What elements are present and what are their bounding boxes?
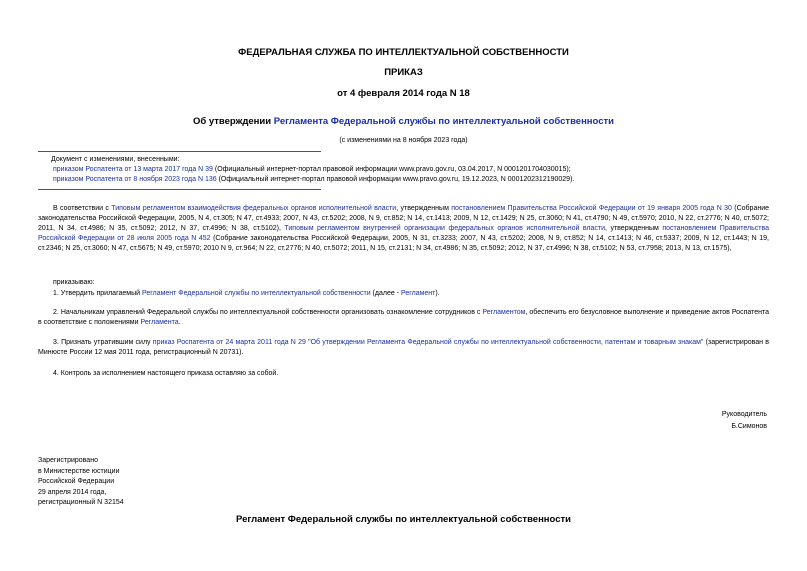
registration-line: в Министерстве юстиции: [38, 467, 120, 475]
regulation-short-link[interactable]: Регламент: [400, 290, 436, 297]
order-word: приказываю:: [53, 279, 95, 286]
registration-line: Зарегистрировано: [38, 457, 98, 464]
signature-block: [722, 409, 767, 433]
amendment-source: (Официальный интернет-портал правовой информации www.pravo.gov.ru, 03.04.2017, N 0001201704030015);: [212, 166, 571, 173]
regulation-link[interactable]: Регламент Федеральной службы по интеллектуальной собственности: [141, 290, 371, 297]
preamble-text: , утвержденным: [396, 205, 452, 212]
amendments-block: [53, 155, 753, 185]
order-item-1: [38, 289, 769, 299]
registration-line: 29 апреля 2014 года,: [38, 488, 107, 496]
item-text: ).: [435, 290, 440, 297]
registration-line: Российской Федерации: [38, 478, 115, 485]
order-item-4: [38, 369, 769, 379]
document-date-number: от 4 февраля 2014 года N 18: [337, 88, 470, 99]
amendment-item: [53, 175, 753, 185]
changes-note: (с изменениями на 8 ноября 2023 года): [339, 137, 468, 144]
document-subject: [0, 116, 807, 127]
item-text: (зарегистрирован в Минюсте России 12 мая 2011 года, регистрационный N 20731).: [38, 339, 769, 356]
signer-role: Руководитель: [721, 411, 767, 418]
regulation-link[interactable]: Регламентом: [482, 309, 526, 316]
item-text: 2. Начальникам управлений Федеральной службы по интеллектуальной собственности организовать ознакомление сотрудников с: [53, 309, 483, 316]
government-decree-link-2[interactable]: постановлением Правительства Российской Федерации от 28 июля 2005 года N 452: [38, 225, 769, 242]
regulation-link[interactable]: Регламента Федеральной службы по интеллектуальной собственности: [273, 116, 614, 127]
preamble-text: В соответствии с: [53, 205, 112, 212]
order-item-2: [38, 308, 769, 328]
item-text: 3. Признать утратившим силу: [53, 339, 153, 346]
amendment-item: [53, 165, 753, 175]
amendment-link[interactable]: приказом Роспатента от 13 марта 2017 года N 39: [53, 166, 213, 173]
item-text: .: [178, 319, 181, 326]
item-text: 1. Утвердить прилагаемый: [53, 290, 142, 297]
preamble-text: (Собрание законодательства Российской Федерации, 2005, N 4, ст.305; N 47, ст.4933; 2007, N 43, ст.5202; 2008, N 9, ст.852; N 14, ст.1413; 2009, N 12, ст.1429; N 25, ст.3060; N 41, ст.4790; N 49, ст.5970; 2010, N 22, ст.2776; N 40, ст.5072; 2011, N 34, ст.4986; N 35, ст.5092; 2012, N 37, ст.4996; N 38, ст.5102),: [38, 205, 770, 232]
divider-top: [38, 151, 321, 152]
amendment-link[interactable]: приказом Роспатента от 8 ноября 2023 года N 136: [53, 176, 217, 183]
divider-bottom: [38, 189, 321, 190]
regulation-link-2[interactable]: Регламента: [140, 319, 179, 326]
item-text: , обеспечить его безусловное выполнение и приведение актов Роспатента в соответствие с положениями: [38, 309, 770, 326]
registration-block: [38, 456, 124, 509]
preamble-text: , утвержденным: [605, 225, 663, 232]
revoked-order-link[interactable]: приказ Роспатента от 24 марта 2011 года N 29 "Об утверждении Регламента Федеральной службы по интеллектуальной собственности, патентам и товарным знакам": [152, 339, 704, 346]
amendments-intro: Документ с изменениями, внесенными:: [51, 156, 180, 163]
item-text: 4. Контроль за исполнением настоящего приказа оставляю за собой.: [53, 370, 279, 377]
order-item-3: [38, 338, 769, 358]
registration-line: регистрационный N 32154: [38, 499, 124, 506]
regulation-title: Регламент Федеральной службы по интеллектуальной собственности: [236, 514, 571, 525]
preamble-text: (Собрание законодательства Российской Федерации, 2005, N 31, ст.3233; 2007, N 43, ст.5202; 2008, N 9, ст.852; N 14, ст.1413; N 46, ст.5337; 2009, N 12, ст.1443; N 19, ст.2346; N 25, ст.3060; N 47, ст.5675; N 49, ст.5970; 2010 N 9, ст.964; N 22, ст.2776; N 40, ст.5072; 2011, N 15, ст.2131; N 34, ст.4986; N 35, ст.5092; 2012, N 37, ст.4996; N 38, ст.5102; N 53, ст.7958; 2013, N 13, ст.1575),: [38, 235, 769, 252]
signer-name: Б.Симонов: [731, 423, 767, 430]
document-type: ПРИКАЗ: [384, 67, 423, 78]
preamble-paragraph: [38, 204, 769, 254]
amendment-source: (Официальный интернет-портал правовой информации www.pravo.gov.ru, 19.12.2023, N 0001202312190029).: [216, 176, 575, 183]
organization-title: ФЕДЕРАЛЬНАЯ СЛУЖБА ПО ИНТЕЛЛЕКТУАЛЬНОЙ СОБСТВЕННОСТИ: [238, 47, 569, 58]
item-text: (далее -: [370, 290, 401, 297]
subject-prefix: Об утверждении: [192, 116, 274, 127]
standard-regulation-link[interactable]: Типовым регламентом взаимодействия федеральных органов исполнительной власти: [111, 205, 397, 212]
government-decree-link[interactable]: постановлением Правительства Российской Федерации от 19 января 2005 года N 30: [451, 205, 732, 212]
internal-regulation-link[interactable]: Типовым регламентом внутренней организации федеральных органов исполнительной власти: [284, 225, 606, 232]
